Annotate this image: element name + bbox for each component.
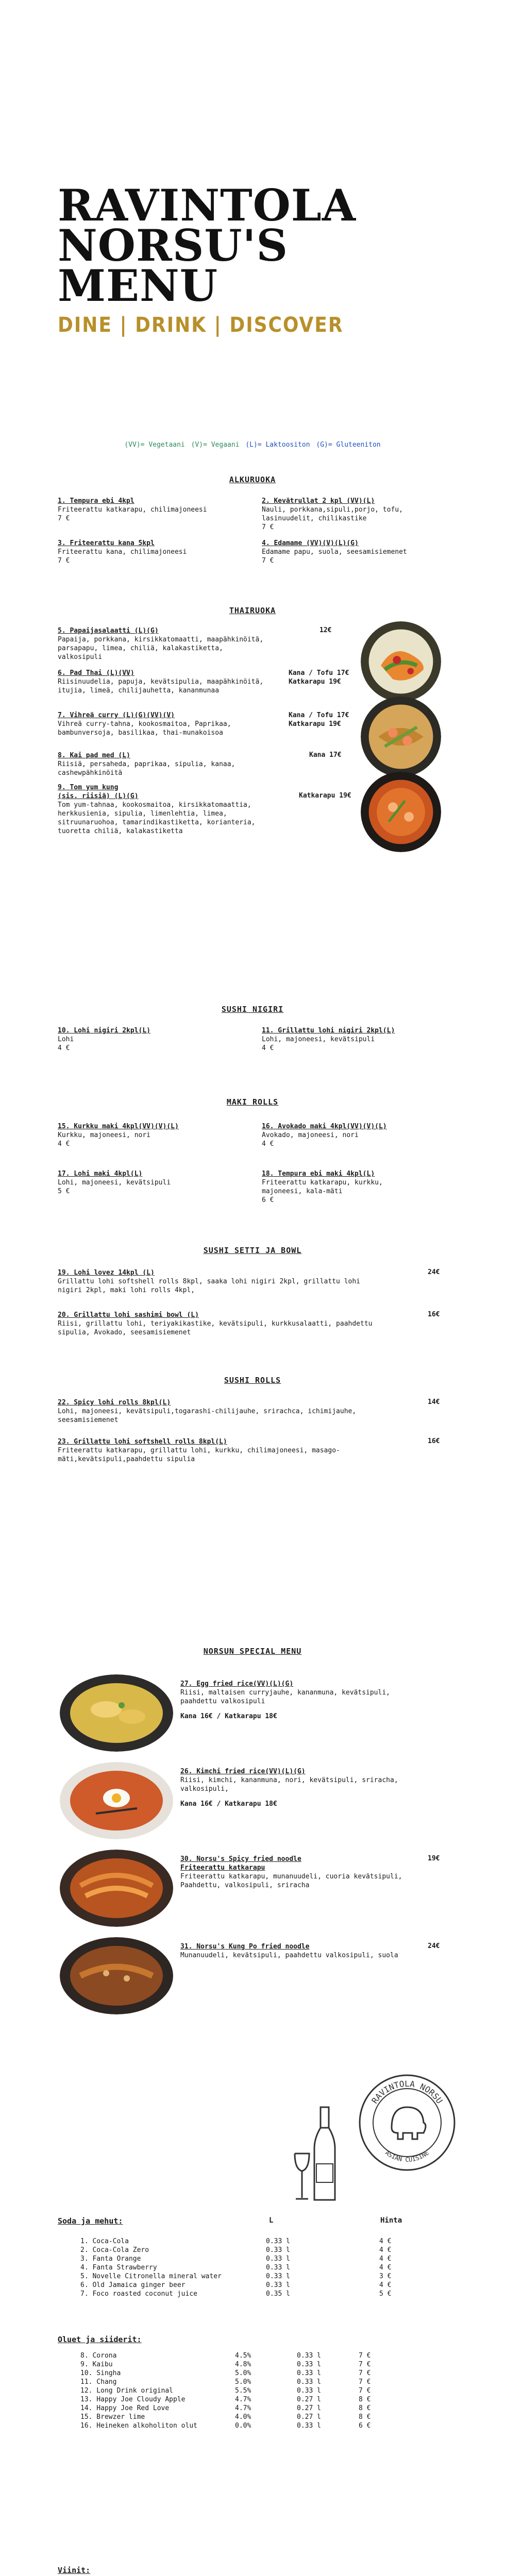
item-price: 24€ <box>428 1942 440 1950</box>
drink-price: 6 € <box>359 2422 371 2430</box>
section-title-thairuoka: THAIRUOKA <box>229 606 276 615</box>
drink-name: 3. Fanta Orange <box>80 2255 141 2263</box>
menu-item <box>58 497 233 523</box>
item-name: 6. Pad Thai (L)(VV) <box>58 669 134 677</box>
item-price: Kana 17€ <box>309 751 342 759</box>
item-price: 7 € <box>262 523 274 531</box>
drink-price: 8 € <box>359 2404 371 2412</box>
drink-abv: 0.0% <box>235 2422 251 2430</box>
item-desc: Riisi, kimchi, kananmuna, nori, kevätsipuli, sriracha, valkosipuli, <box>180 1776 398 1793</box>
drink-row <box>77 2255 394 2263</box>
title-line: RAVINTOLA <box>58 180 357 231</box>
item-price: 4 € <box>58 1044 70 1052</box>
drink-size: 0.33 l <box>266 2273 290 2280</box>
title-line: NORSU'S <box>58 220 289 271</box>
item-name: 2. Kevätrullat 2 kpl (VV)(L) <box>262 497 375 505</box>
item-name: 10. Lohi nigiri 2kpl(L) <box>58 1027 151 1035</box>
item-desc: Tom yum-tahnaa, kookosmaitoa, kirsikkatomaattia, herkkusienia, sipulia, limenlehtia, limea, sitruunaruohoa, tamarindikastiketta, korianteria, tuoretta chiliä, kalakastiketta <box>58 801 256 835</box>
soda-title: Soda ja mehut: <box>58 2216 123 2226</box>
item-name: 8. Kai pad med (L) <box>58 752 130 759</box>
item-name: 7. Vihreä curry (L)(G)(VV)(V) <box>58 711 175 719</box>
drink-abv: 5.0% <box>235 2378 251 2386</box>
drink-row <box>77 2281 394 2290</box>
drink-size: 0.33 l <box>297 2369 321 2377</box>
drink-name: 8. Corona <box>80 2352 117 2360</box>
drink-price: 4 € <box>379 2255 392 2263</box>
tagline: DINE | DRINK | DISCOVER <box>58 313 344 337</box>
item-price: 6 € <box>262 1196 274 1204</box>
menu-item <box>262 497 447 532</box>
menu-item <box>58 1170 233 1196</box>
item-price: 14€ <box>428 1398 440 1406</box>
drink-row <box>77 2351 374 2360</box>
item-name: 1. Tempura ebi 4kpl <box>58 497 134 505</box>
item-desc: Nauli, porkkana,sipuli,porjo, tofu, lasinuudelit, chilikastike <box>262 506 403 522</box>
food-photo-kung-po-noodle <box>60 1937 173 2014</box>
drink-abv: 4.5% <box>235 2352 251 2360</box>
drink-price: 8 € <box>359 2413 371 2421</box>
food-photo-papaya-salad <box>361 621 441 702</box>
food-photo-egg-fried-rice <box>60 1674 173 1752</box>
item-desc: Lohi, majoneesi, kevätsipuli,togarashi-chilijauhe, srirachca, ichimijauhe, seesamisiemenet <box>58 1408 357 1424</box>
item-price: Kana / Tofu 17€ Katkarapu 19€ <box>289 669 349 686</box>
section-title-maki-rolls: MAKI ROLLS <box>226 1097 279 1107</box>
drink-price: 4 € <box>379 2246 392 2254</box>
logo-subtext: ASIAN CUISINE <box>383 2149 431 2163</box>
wine-illustration <box>294 2102 356 2205</box>
soda-col-price: Hinta <box>380 2216 402 2225</box>
drink-row <box>77 2378 374 2386</box>
item-desc: Riisi, maltaisen curryjauhe, kananmuna, kevätsipuli, paahdettu valkosipuli <box>180 1689 390 1705</box>
item-name: 22. Spicy lohi rolls 8kpl(L) <box>58 1399 171 1406</box>
drink-price: 7 € <box>359 2369 371 2377</box>
svg-text:ASIAN CUISINE <box>384 2149 430 2163</box>
menu-item <box>58 1311 377 1337</box>
menu-item <box>58 1437 377 1464</box>
item-price: 4 € <box>262 1044 274 1052</box>
drink-abv: 4.7% <box>235 2404 251 2412</box>
soda-table <box>77 2237 394 2298</box>
item-name: 26. Kimchi fried rice(VV)(L)(G) <box>180 1768 306 1775</box>
drink-size: 0.33 l <box>266 2281 290 2289</box>
item-desc: Lohi, majoneesi, kevätsipuli <box>58 1179 171 1187</box>
drink-abv: 5.5% <box>235 2387 251 2395</box>
drink-name: 4. Fanta Strawberry <box>80 2264 157 2272</box>
menu-item <box>58 783 284 836</box>
item-price: 16€ <box>428 1311 440 1318</box>
legend-vv: (VV)= Vegetaani <box>124 441 185 449</box>
item-price: 7 € <box>58 515 70 522</box>
item-name: 19. Lohi lovez 14kpl (L) <box>58 1269 155 1277</box>
diet-legend <box>0 441 505 449</box>
item-name-suffix: (sis. riisiä) (L)(G) <box>58 792 139 800</box>
section-title-sushi-nigiri: SUSHI NIGIRI <box>221 1005 284 1014</box>
item-price: 4 € <box>262 1140 274 1148</box>
drink-size: 0.33 l <box>266 2238 290 2245</box>
menu-item <box>58 1026 233 1053</box>
item-name: 11. Grillattu lohi nigiri 2kpl(L) <box>262 1027 395 1035</box>
menu-item <box>180 1680 417 1721</box>
item-desc: Kurkku, majoneesi, nori <box>58 1131 151 1139</box>
food-photo-spicy-noodle <box>60 1850 173 1927</box>
drink-row <box>77 2263 394 2272</box>
drink-name: 12. Long Drink original <box>80 2387 174 2395</box>
drink-row <box>77 2413 374 2421</box>
drink-size: 0.33 l <box>297 2352 321 2360</box>
item-desc: Grillattu lohi softshell rolls 8kpl, saaka lohi nigiri 2kpl, grillattu lohi nigiri 2kpl, maki lohi rolls 4kpl, <box>58 1278 360 1294</box>
item-price: 16€ <box>428 1437 440 1445</box>
item-desc: Lohi, majoneesi, kevätsipuli <box>262 1036 375 1043</box>
legend-v: (V)= Vegaani <box>191 441 240 449</box>
item-price: Kana / Tofu 17€ Katkarapu 19€ <box>289 711 349 728</box>
drink-name: 2. Coca-Cola Zero <box>80 2246 149 2254</box>
drink-size: 0.33 l <box>266 2255 290 2263</box>
item-name: 30. Norsu's Spicy fried noodle <box>180 1855 301 1863</box>
item-price: Kana 16€ / Katkarapu 18€ <box>180 1800 277 1808</box>
section-title-sushi-rolls: SUSHI ROLLS <box>224 1376 281 1385</box>
item-price: 12€ <box>319 626 332 634</box>
item-desc: Lohi <box>58 1036 74 1043</box>
drink-name: 11. Chang <box>80 2378 117 2386</box>
drink-row <box>77 2272 394 2281</box>
drink-name: 16. Heineken alkoholiton olut <box>80 2422 197 2430</box>
drink-size: 0.27 l <box>297 2404 321 2412</box>
drink-row <box>77 2290 394 2298</box>
drink-name: 13. Happy Joe Cloudy Apple <box>80 2396 186 2403</box>
menu-item <box>58 1122 233 1148</box>
drink-name: 7. Foco roasted coconut juice <box>80 2290 197 2298</box>
soda-col-size: L <box>269 2216 274 2225</box>
menu-item <box>58 626 264 662</box>
drink-price: 3 € <box>379 2273 392 2280</box>
drink-size: 0.33 l <box>266 2264 290 2272</box>
drink-row <box>77 2395 374 2404</box>
menu-title <box>58 180 449 311</box>
title-line: MENU <box>58 260 218 311</box>
item-name: 18. Tempura ebi maki 4kpl(L) <box>262 1170 375 1178</box>
restaurant-logo <box>356 2071 459 2174</box>
drink-price: 4 € <box>379 2264 392 2272</box>
item-price: 5 € <box>58 1188 70 1195</box>
drink-size: 0.35 l <box>266 2290 290 2298</box>
logo-text: RAVINTOLA NORSU <box>369 2079 445 2106</box>
item-price: Kana 16€ / Katkarapu 18€ <box>180 1713 277 1720</box>
drink-price: 5 € <box>379 2290 392 2298</box>
menu-item <box>262 1122 396 1148</box>
menu-item <box>262 1170 416 1205</box>
item-name: 31. Norsu's Kung Po fried noodle <box>180 1943 310 1951</box>
drink-row <box>77 2386 374 2395</box>
item-name: 9. Tom yum kung <box>58 784 119 791</box>
item-desc: Papaija, porkkana, kirsikkatomaatti, maapähkinöitä, parsapapu, limea, chiliä, kalakastiketta, valkosipuli <box>58 636 264 661</box>
menu-item <box>180 1855 423 1890</box>
drink-row <box>77 2404 374 2413</box>
legend-l: (L)= Laktoositon <box>245 441 310 449</box>
item-price: 7 € <box>262 557 274 565</box>
drink-name: 9. Kaibu <box>80 2361 113 2368</box>
drink-price: 7 € <box>359 2387 371 2395</box>
menu-item <box>58 1268 377 1295</box>
item-name: 15. Kurkku maki 4kpl(VV)(V)(L) <box>58 1123 179 1130</box>
drink-price: 7 € <box>359 2352 371 2360</box>
item-desc: Avokado, majoneesi, nori <box>262 1131 359 1139</box>
menu-item <box>262 539 437 565</box>
drink-size: 0.33 l <box>297 2422 321 2430</box>
section-title-sushi-setti: SUSHI SETTI JA BOWL <box>203 1246 302 1255</box>
section-title-alkuruoka: ALKURUOKA <box>229 475 276 484</box>
menu-item <box>58 669 264 695</box>
item-name: 3. Friteerattu kana 5kpl <box>58 539 155 547</box>
drink-abv: 5.0% <box>235 2369 251 2377</box>
item-name: 23. Grillattu lohi softshell rolls 8kpl(L) <box>58 1438 227 1446</box>
section-title-special: NORSUN SPECIAL MENU <box>203 1647 302 1656</box>
drink-row <box>77 2237 394 2246</box>
drink-size: 0.27 l <box>297 2413 321 2421</box>
menu-item <box>58 751 264 777</box>
food-photo-kimchi-fried-rice <box>60 1762 173 1839</box>
drink-price: 4 € <box>379 2238 392 2245</box>
item-price: Katkarapu 19€ <box>299 792 351 800</box>
beer-title: Oluet ja siiderit: <box>58 2335 142 2344</box>
item-price: 19€ <box>428 1855 440 1862</box>
item-name: 4. Edamame (VV)(V)(L)(G) <box>262 539 359 547</box>
drink-row <box>77 2246 394 2255</box>
drink-row <box>77 2369 374 2378</box>
wine-title: Viinit: <box>58 2566 91 2575</box>
drink-size: 0.33 l <box>297 2378 321 2386</box>
drink-abv: 4.7% <box>235 2396 251 2403</box>
drink-size: 0.33 l <box>297 2361 321 2368</box>
drink-name: 10. Singha <box>80 2369 121 2377</box>
legend-g: (G)= Gluteeniton <box>316 441 381 449</box>
drink-price: 7 € <box>359 2361 371 2368</box>
item-desc: Vihreä curry-tahna, kookosmaitoa, Paprikaa, bambunversoja, basilikaa, thai-munakoisoa <box>58 720 231 737</box>
item-name: 5. Papaijasalaatti (L)(G) <box>58 627 159 635</box>
drink-name: 1. Coca-Cola <box>80 2238 129 2245</box>
drink-abv: 4.0% <box>235 2413 251 2421</box>
drink-row <box>77 2421 374 2430</box>
drink-name: 5. Novelle Citronella mineral water <box>80 2273 222 2280</box>
item-name: 17. Lohi maki 4kpl(L) <box>58 1170 143 1178</box>
drink-size: 0.27 l <box>297 2396 321 2403</box>
item-desc: Friteerattu kana, chilimajoneesi <box>58 548 187 556</box>
item-name: 20. Grillattu lohi sashimi bowl (L) <box>58 1311 199 1319</box>
drink-name: 6. Old Jamaica ginger beer <box>80 2281 186 2289</box>
menu-item <box>180 1942 423 1960</box>
item-price: 4 € <box>58 1140 70 1148</box>
beer-table <box>77 2351 374 2430</box>
food-photo-pad-thai <box>361 697 441 777</box>
menu-item <box>262 1026 406 1053</box>
drink-size: 0.33 l <box>266 2246 290 2254</box>
item-desc: Friteerattu katkarapu, kurkku, majoneesi, kala-mäti <box>262 1179 383 1195</box>
drink-price: 7 € <box>359 2378 371 2386</box>
drink-row <box>77 2360 374 2369</box>
menu-item <box>58 711 264 737</box>
item-desc: Edamame papu, suola, seesamisiemenet <box>262 548 407 556</box>
item-name: 16. Avokado maki 4kpl(VV)(V)(L) <box>262 1123 387 1130</box>
drink-size: 0.33 l <box>297 2387 321 2395</box>
item-desc: Friteerattu katkarapu, chilimajoneesi <box>58 506 207 514</box>
drink-price: 8 € <box>359 2396 371 2403</box>
item-name: 27. Egg fried rice(VV)(L)(G) <box>180 1680 294 1688</box>
item-desc: Munanuudeli, kevätsipuli, paahdettu valkosipuli, suola <box>180 1952 398 1959</box>
item-price: 24€ <box>428 1268 440 1276</box>
food-photo-tom-yum <box>361 772 441 852</box>
drink-price: 4 € <box>379 2281 392 2289</box>
item-name-suffix: Friteerattu katkarapu <box>180 1864 265 1872</box>
item-desc: Friteerattu katkarapu, munanuudeli, cuoria kevätsipuli, Paahdettu, valkosipuli, sriracha <box>180 1873 402 1889</box>
item-price: 7 € <box>58 557 70 565</box>
hero <box>58 180 449 337</box>
item-desc: Riisi, grillattu lohi, teriyakikastike, kevätsipuli, kurkkusalaatti, paahdettu sipulia, Avokado, seesamisiemenet <box>58 1320 373 1336</box>
drink-name: 15. Brewzer lime <box>80 2413 145 2421</box>
menu-item <box>58 539 233 565</box>
drink-name: 14. Happy Joe Red Love <box>80 2404 170 2412</box>
item-desc: Riisinuudelia, papuja, kevätsipulia, maapähkinöitä, itujia, limeä, chilijauhetta, kananmunaa <box>58 678 264 694</box>
drink-abv: 4.8% <box>235 2361 251 2368</box>
item-desc: Friteerattu katkarapu, grillattu lohi, kurkku, chilimajoneesi, masago-mäti,kevätsipuli,paahdettu sipulia <box>58 1447 340 1463</box>
menu-item <box>180 1767 417 1808</box>
item-desc: Riisiä, persaheda, paprikaa, sipulia, kanaa, cashewpähkinöitä <box>58 760 235 777</box>
menu-item <box>58 1398 377 1425</box>
